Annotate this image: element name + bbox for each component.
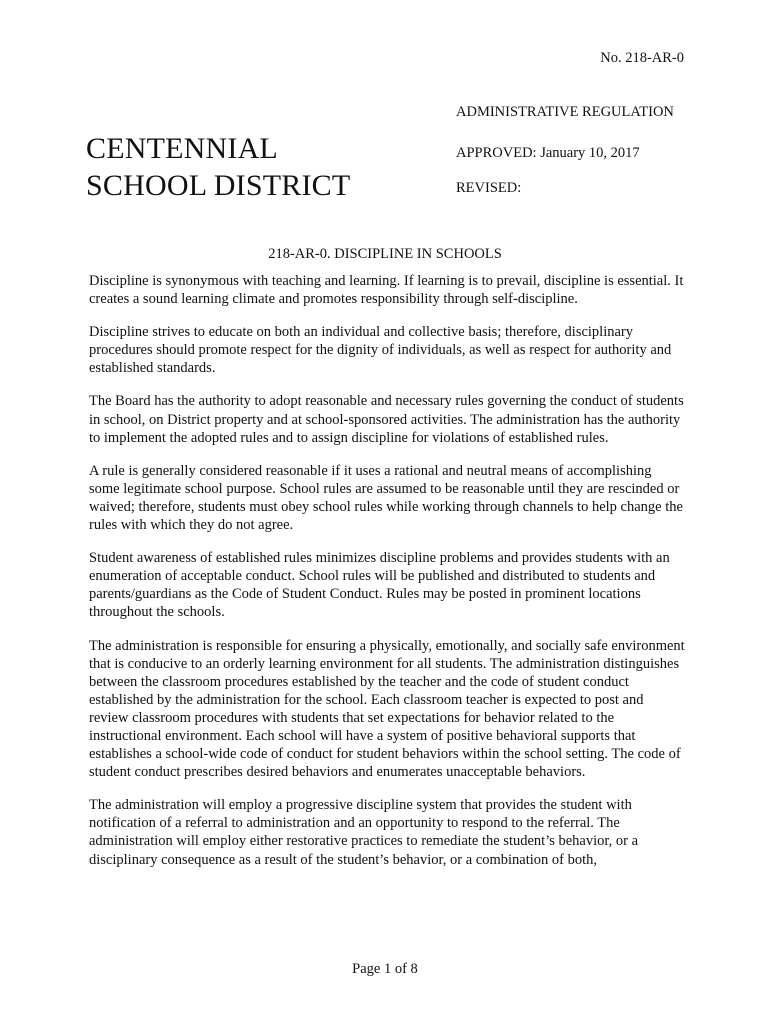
district-name (86, 130, 350, 204)
paragraph: The administration will employ a progressive discipline system that provides the student with notification of a referral to administration and an opportunity to respond to the referral. The administration will employ either restorative practices to remediate the student’s behavior, or a disciplinary consequence as a result of the student’s behavior, or a combination of both, (89, 797, 639, 868)
paragraph: Student awareness of established rules minimizes discipline problems and provides students with an enumeration of acceptable conduct. School rules will be published and distributed to students and parents/guardians as the Code of Student Conduct. Rules may be posted in prominent locations throughout the schools. (89, 550, 670, 621)
paragraph: The administration is responsible for ensuring a physically, emotionally, and socially safe environment that is conducive to an orderly learning environment for all students. The administration distinguishes between the classroom procedures established by the teacher and the code of student conduct established by the administration for the school. Each classroom teacher is expected to post and review classroom procedures with students that set expectations for behavior related to the instructional environment. Each school will have a system of positive behavioral supports that establishes a school-wide code of conduct for student behaviors within the school setting. The code of student conduct prescribes desired behaviors and enumerates unacceptable behaviors. (89, 637, 685, 781)
paragraph: The Board has the authority to adopt reasonable and necessary rules governing the conduct of students in school, on District property and at school-sponsored activities. The administration has the authority to implement the adopted rules and to assign discipline for violations of established rules. (89, 393, 684, 446)
approved-date: APPROVED: January 10, 2017 (456, 145, 640, 161)
paragraph: Discipline is synonymous with teaching and learning. If learning is to prevail, discipline is essential. It creates a sound learning climate and promotes responsibility through self-discipline. (89, 273, 684, 308)
revised-date: REVISED: (456, 180, 522, 196)
page-number: Page 1 of 8 (352, 961, 418, 977)
document-number: No. 218-AR-0 (600, 50, 684, 66)
district-name-line2: SCHOOL DISTRICT (86, 169, 351, 202)
district-name-line1: CENTENNIAL (86, 132, 278, 165)
paragraph: Discipline strives to educate on both an individual and collective basis; therefore, disciplinary procedures should promote respect for the dignity of individuals, as well as respect for authority and established standards. (89, 324, 672, 377)
regulation-info (456, 104, 674, 197)
document-title: 218-AR-0. DISCIPLINE IN SCHOOLS (268, 246, 502, 262)
document-body (89, 272, 685, 884)
paragraph: A rule is generally considered reasonable if it uses a rational and neutral means of accomplishing some legitimate school purpose. School rules are assumed to be reasonable until they are rescinded or waived; therefore, students must obey school rules while working through channels to help change the rules with which they do not agree. (89, 462, 683, 534)
regulation-type: ADMINISTRATIVE REGULATION (456, 104, 674, 120)
